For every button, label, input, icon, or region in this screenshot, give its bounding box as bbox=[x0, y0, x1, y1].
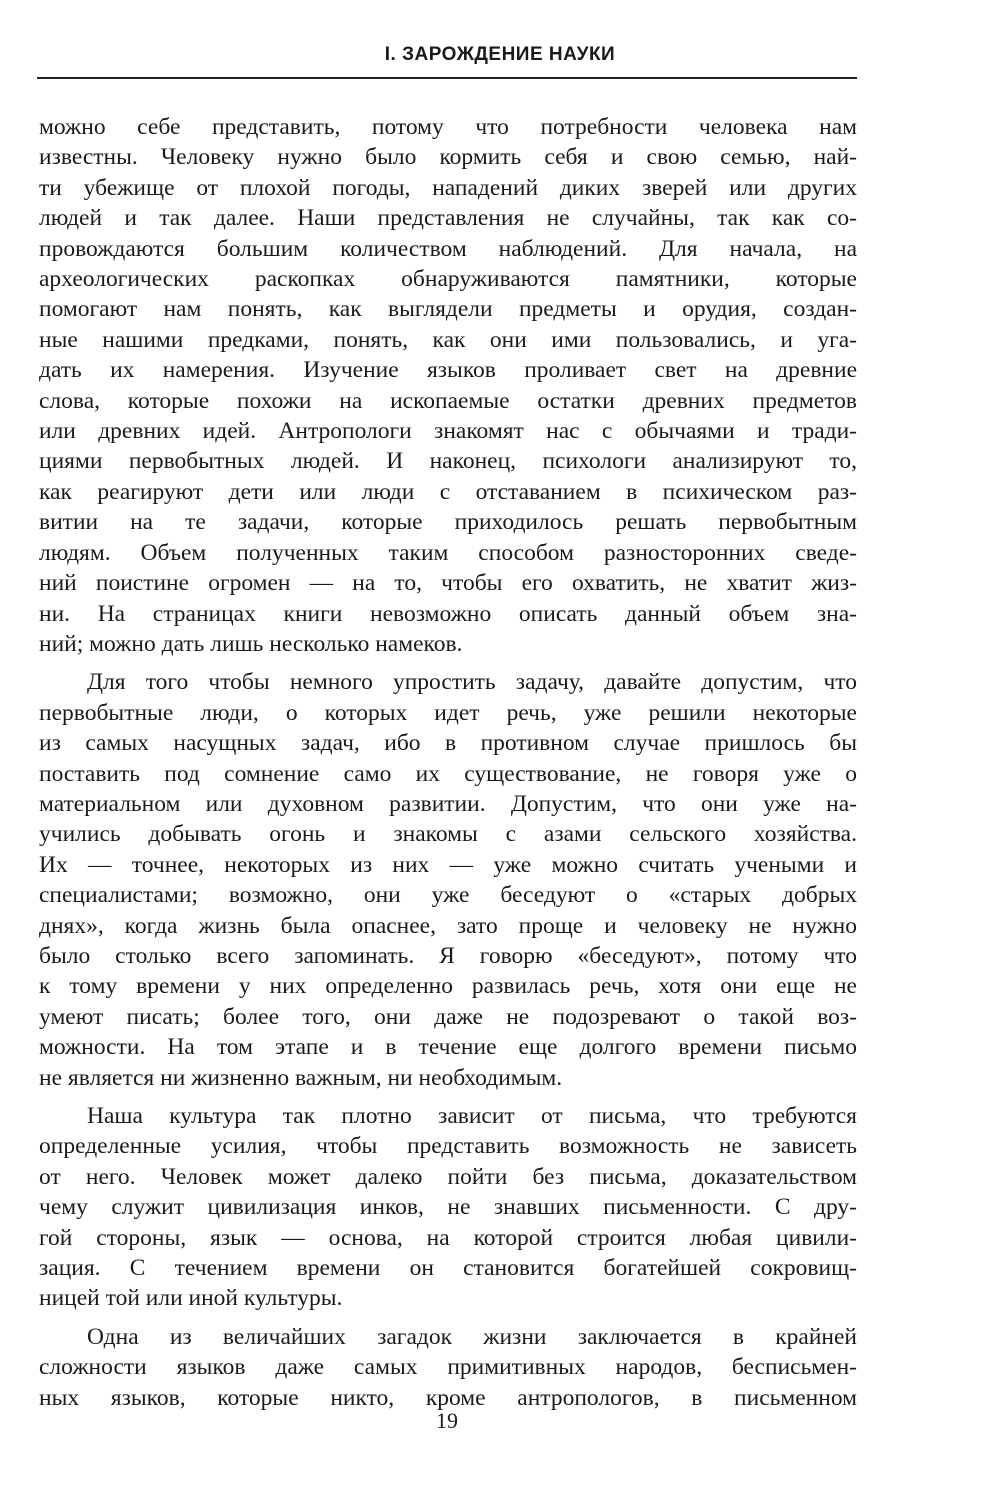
running-head: I. ЗАРОЖДЕНИЕ НАУКИ bbox=[384, 44, 616, 65]
text-line: к тому времени у них определенно развилась речь, хотя они еще не bbox=[39, 973, 857, 1000]
text-line: известны. Человеку нужно было кормить себя и свою семью, най- bbox=[39, 144, 857, 171]
text-line: Их — точнее, некоторых из них — уже можно считать учеными и bbox=[39, 851, 857, 878]
text-line: ницей той или иной культуры. bbox=[39, 1285, 343, 1312]
text-line: материальном или духовном развитии. Допустим, что они уже на- bbox=[39, 790, 857, 817]
paragraph bbox=[39, 667, 857, 1093]
text-line: ных языков, которые никто, кроме антропологов, в письменном bbox=[39, 1384, 857, 1411]
text-line: дать их намерения. Изучение языков проливает свет на древние bbox=[39, 357, 857, 384]
text-line: слова, которые похожи на ископаемые остатки древних предметов bbox=[39, 387, 857, 414]
text-line: ний поистине огромен — на то, чтобы его охватить, не хватит жиз- bbox=[39, 570, 857, 597]
text-line: археологических раскопках обнаруживаются памятники, которые bbox=[39, 266, 857, 293]
text-line: поставить под сомнение само их существование, не говоря уже о bbox=[39, 760, 857, 787]
text-line: Для того чтобы немного упростить задачу, давайте допустим, что bbox=[87, 669, 857, 696]
text-line: провождаются большим количеством наблюдений. Для начала, на bbox=[39, 235, 857, 262]
text-line: умеют писать; более того, они даже не подозревают о такой воз- bbox=[39, 1003, 857, 1030]
text-line: сложности языков даже самых примитивных народов, бесписьмен- bbox=[39, 1354, 857, 1381]
text-line: Наша культура так плотно зависит от письма, что требуются bbox=[87, 1103, 857, 1129]
text-line: ти убежище от плохой погоды, нападений диких зверей или других bbox=[39, 174, 857, 201]
text-line: можности. На том этапе и в течение еще долгого времени письмо bbox=[39, 1034, 857, 1061]
text-line: из самых насущных задач, ибо в противном случае пришлось бы bbox=[39, 730, 857, 757]
text-line: определенные усилия, чтобы представить возможность не зависеть bbox=[39, 1133, 857, 1160]
text-line: первобытные люди, о которых идет речь, уже решили некоторые bbox=[39, 699, 857, 726]
text-line: зация. С течением времени он становится богатейшей сокровищ- bbox=[39, 1255, 857, 1282]
text-line: помогают нам понять, как выглядели предметы и орудия, создан- bbox=[39, 296, 857, 323]
text-line: гой стороны, язык — основа, на которой строится любая цивили- bbox=[39, 1224, 857, 1251]
text-line: не является ни жизненно важным, ни необходимым. bbox=[39, 1064, 563, 1091]
paragraph bbox=[39, 1322, 857, 1413]
text-line: специалистами; возможно, они уже беседуют о «старых добрых bbox=[39, 882, 857, 909]
text-line: людей и так далее. Наши представления не случайны, так как со- bbox=[39, 205, 857, 232]
text-line: витии на те задачи, которые приходилось решать первобытным bbox=[39, 509, 857, 536]
text-line: циями первобытных людей. И наконец, психологи анализируют то, bbox=[39, 448, 857, 475]
page-number: 19 bbox=[436, 1408, 458, 1433]
text-line: можно себе представить, потому что потребности человека нам bbox=[39, 114, 857, 140]
text-line: днях», когда жизнь была опаснее, зато проще и человеку не нужно bbox=[39, 912, 857, 939]
text-line: или древних идей. Антропологи знакомят нас с обычаями и тради- bbox=[39, 418, 857, 445]
text-line: ни. На страницах книги невозможно описать данный объем зна- bbox=[39, 600, 857, 627]
header-rule bbox=[37, 77, 857, 79]
text-line: ний; можно дать лишь несколько намеков. bbox=[39, 630, 463, 657]
text-line: было столько всего запоминать. Я говорю «беседуют», потому что bbox=[39, 942, 857, 969]
text-line: чему служит цивилизация инков, не знавших письменности. С дру- bbox=[39, 1194, 857, 1221]
text-line: ные нашими предками, понять, как они ими пользовались, и уга- bbox=[39, 326, 857, 353]
text-line: учились добывать огонь и знакомы с азами сельского хозяйства. bbox=[39, 821, 857, 848]
body-text bbox=[39, 112, 857, 1413]
paragraph bbox=[39, 112, 857, 659]
text-line: людям. Объем полученных таким способом разносторонних сведе- bbox=[39, 539, 857, 566]
text-line: от него. Человек может далеко пойти без письма, доказательством bbox=[39, 1163, 857, 1190]
text-line: Одна из величайших загадок жизни заключается в крайней bbox=[87, 1323, 857, 1350]
paragraph bbox=[39, 1101, 857, 1314]
text-line: как реагируют дети или люди с отставанием в психическом раз- bbox=[39, 478, 857, 505]
